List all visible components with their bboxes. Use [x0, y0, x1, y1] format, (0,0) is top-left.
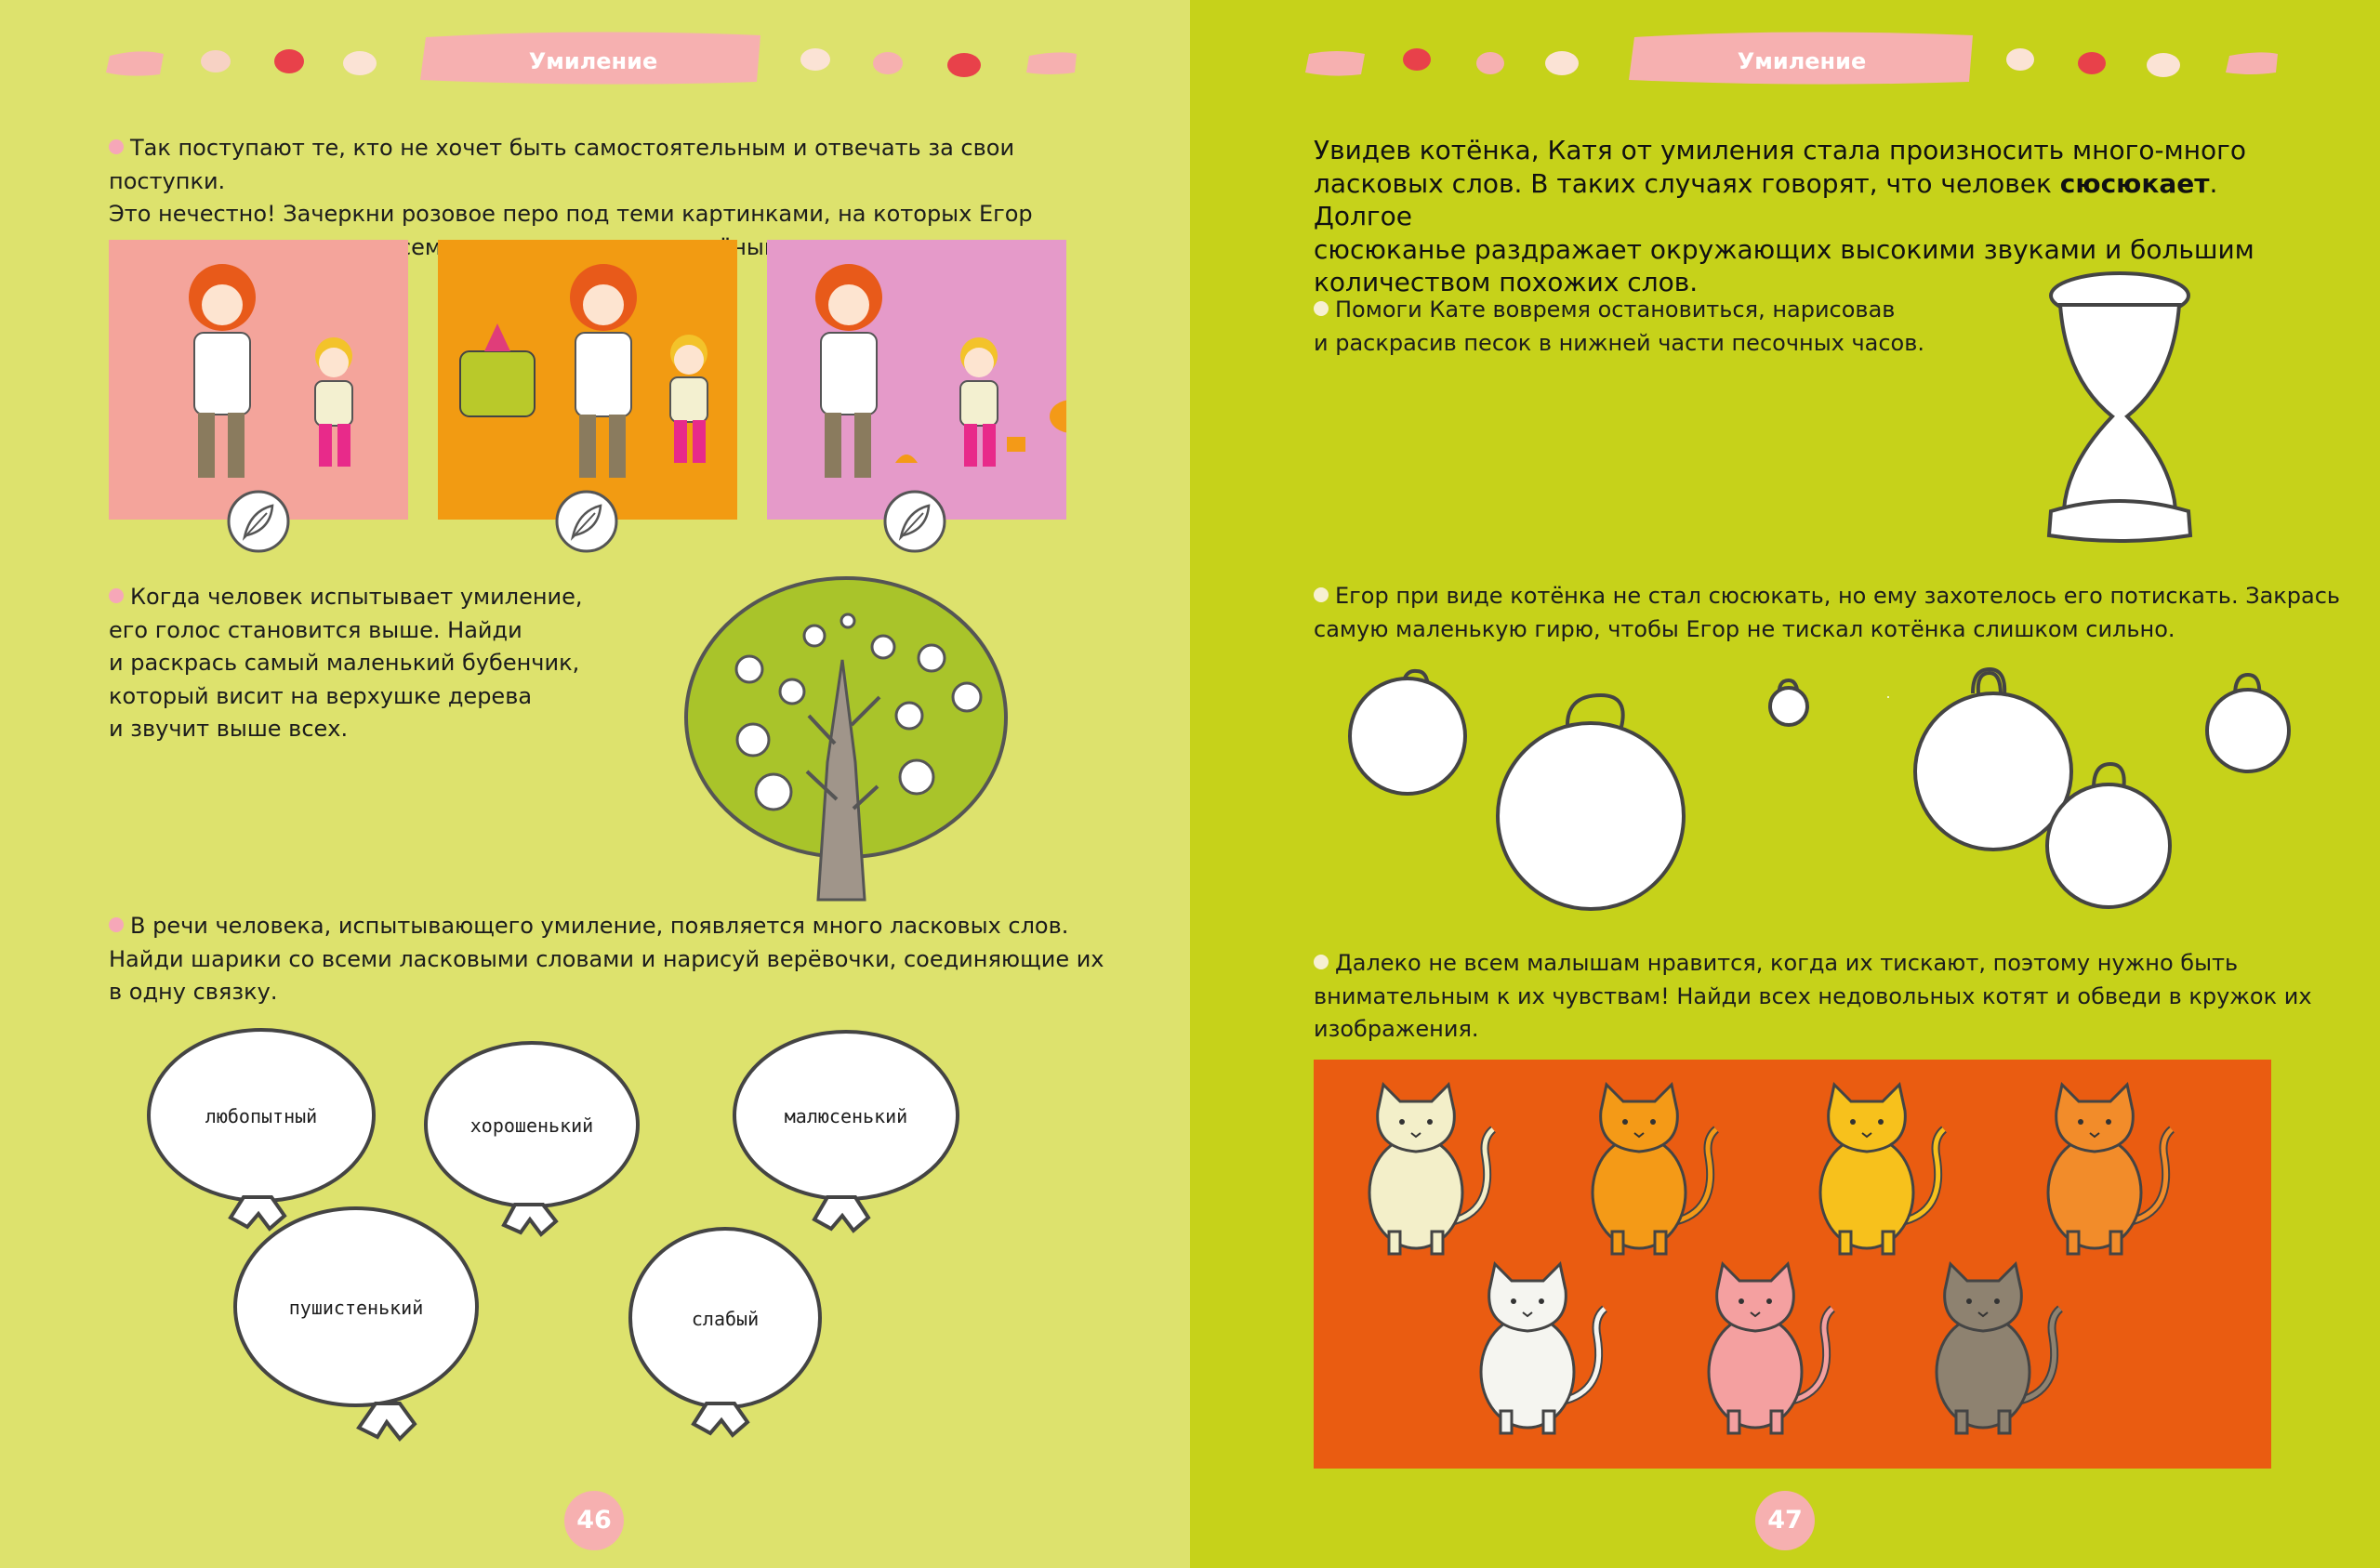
task-2-line: его голос становится выше. Найди	[109, 616, 522, 643]
task-2-line: Егор при виде котёнка не стал сюсюкать, но ему захотелось его потискать. Закрась	[1335, 583, 2341, 609]
weight-icon[interactable]	[1770, 680, 1807, 725]
intro-bold-word: сюсюкает	[2059, 167, 2210, 199]
weight-icon[interactable]	[1350, 671, 1465, 794]
bullet-icon	[109, 917, 124, 932]
bullet-icon	[1314, 301, 1329, 316]
right-page	[1190, 0, 2380, 1568]
balloon-word: малюсенький	[784, 1105, 908, 1127]
picture-panel-2	[438, 240, 737, 520]
intro-line: количеством похожих слов.	[1314, 267, 1699, 297]
intro-line	[1314, 167, 2299, 233]
balloon[interactable]	[734, 1032, 958, 1231]
task-2-line: и раскрась самый маленький бубенчик,	[109, 650, 580, 676]
feather-icon[interactable]	[882, 489, 947, 554]
cat-icon[interactable]	[1820, 1085, 1944, 1254]
intro-line: Увидев котёнка, Катя от умиления стала произносить много-много	[1314, 135, 2246, 165]
page-number: 47	[1755, 1491, 1815, 1550]
cat-icon[interactable]	[2048, 1085, 2172, 1254]
illustration-woman-boy	[109, 240, 408, 520]
bell-icon[interactable]	[919, 645, 945, 671]
header-title: Умиление	[1737, 48, 1867, 74]
task-2-line: Когда человек испытывает умиление,	[130, 584, 583, 610]
balloons-area	[139, 1022, 1023, 1459]
bell-icon[interactable]	[900, 760, 933, 794]
illustration-woman-boy-toys	[438, 240, 737, 520]
task-1-line: Так поступают те, кто не хочет быть самостоятельным и отвечать за свои поступки.	[109, 135, 1015, 194]
illustration-woman-boy-robot	[767, 240, 1066, 520]
balloon[interactable]	[235, 1208, 477, 1439]
cat-icon[interactable]	[1369, 1085, 1493, 1254]
task-3-line: Далеко не всем малышам нравится, когда их тискают, поэтому нужно быть	[1335, 950, 2239, 976]
hourglass-icon[interactable]	[2008, 268, 2231, 556]
bell-icon[interactable]	[804, 626, 825, 646]
bell-icon[interactable]	[780, 679, 804, 704]
bell-icon[interactable]	[896, 703, 922, 729]
cats-panel	[1314, 1060, 2271, 1469]
weight-icon[interactable]	[2207, 675, 2289, 771]
task-1-line: Помоги Кате вовремя остановиться, нарисовав	[1335, 296, 1896, 323]
task-3-line: внимательным к их чувствам! Найди всех недовольных котят и обведи в кружок их	[1314, 982, 2312, 1009]
weight-icon[interactable]	[1915, 669, 2071, 850]
task-3-line: В речи человека, испытывающего умиление, появляется много ласковых слов.	[130, 913, 1069, 939]
balloon-word: любопытный	[205, 1105, 318, 1127]
task-3-text	[109, 910, 1113, 1009]
intro-text-span: . Долгое	[1314, 167, 2218, 231]
page-number: 46	[564, 1491, 624, 1550]
bullet-icon	[109, 588, 124, 603]
balloon[interactable]	[426, 1043, 638, 1234]
task-3-line: Найди шарики со всеми ласковыми словами и нарисуй верёвочки, соединяющие их	[109, 945, 1104, 972]
header-title: Умиление	[528, 48, 658, 74]
task-2-text	[109, 581, 685, 746]
task-1-line: и раскрасив песок в нижней части песочных часов.	[1314, 329, 1925, 356]
balloon[interactable]	[149, 1030, 374, 1229]
task-3-line: изображения.	[1314, 1016, 1479, 1042]
balloon-word: слабый	[691, 1308, 760, 1330]
balloon-word: пушистенький	[288, 1297, 424, 1319]
feather-icon[interactable]	[226, 489, 291, 554]
bell-icon[interactable]	[737, 724, 769, 756]
task-2-line: самую маленькую гирю, чтобы Егор не тискал котёнка слишком сильно.	[1314, 615, 2175, 642]
task-2-text	[1314, 580, 2355, 646]
cats-illustration	[1314, 1060, 2271, 1469]
bell-icon[interactable]	[841, 614, 854, 627]
bell-icon[interactable]	[953, 683, 981, 711]
weight-icon[interactable]	[1498, 695, 1684, 909]
feather-icon[interactable]	[554, 489, 619, 554]
balloon-word: хорошенький	[469, 1114, 594, 1137]
tree-illustration	[679, 576, 1023, 902]
intro-text-span: ласковых слов. В таких случаях говорят, что человек	[1314, 167, 2060, 199]
bullet-icon	[1314, 587, 1329, 602]
bell-icon[interactable]	[872, 636, 894, 658]
picture-panel-1	[109, 240, 408, 520]
weights-area	[1302, 651, 2343, 920]
bell-icon[interactable]	[736, 656, 762, 682]
bullet-icon	[1314, 955, 1329, 969]
intro-line: сюсюканье раздражает окружающих высокими звуками и большим	[1314, 233, 2254, 265]
task-3-line: в одну связку.	[109, 979, 278, 1005]
cat-icon[interactable]	[1937, 1264, 2060, 1433]
cat-icon[interactable]	[1481, 1264, 1605, 1433]
bell-icon[interactable]	[756, 774, 791, 810]
cat-icon[interactable]	[1593, 1085, 1716, 1254]
picture-panel-3	[767, 240, 1066, 520]
task-2-line: и звучит выше всех.	[109, 716, 349, 742]
task-3-text	[1314, 947, 2355, 1047]
cat-icon[interactable]	[1709, 1264, 1832, 1433]
task-1-line: Это нечестно! Зачеркни розовое перо под теми картинками, на которых Егор	[109, 201, 1033, 227]
task-1-text	[1314, 294, 1946, 360]
task-2-line: который висит на верхушке дерева	[109, 682, 533, 709]
bullet-icon	[109, 139, 124, 154]
balloon[interactable]	[630, 1229, 820, 1435]
